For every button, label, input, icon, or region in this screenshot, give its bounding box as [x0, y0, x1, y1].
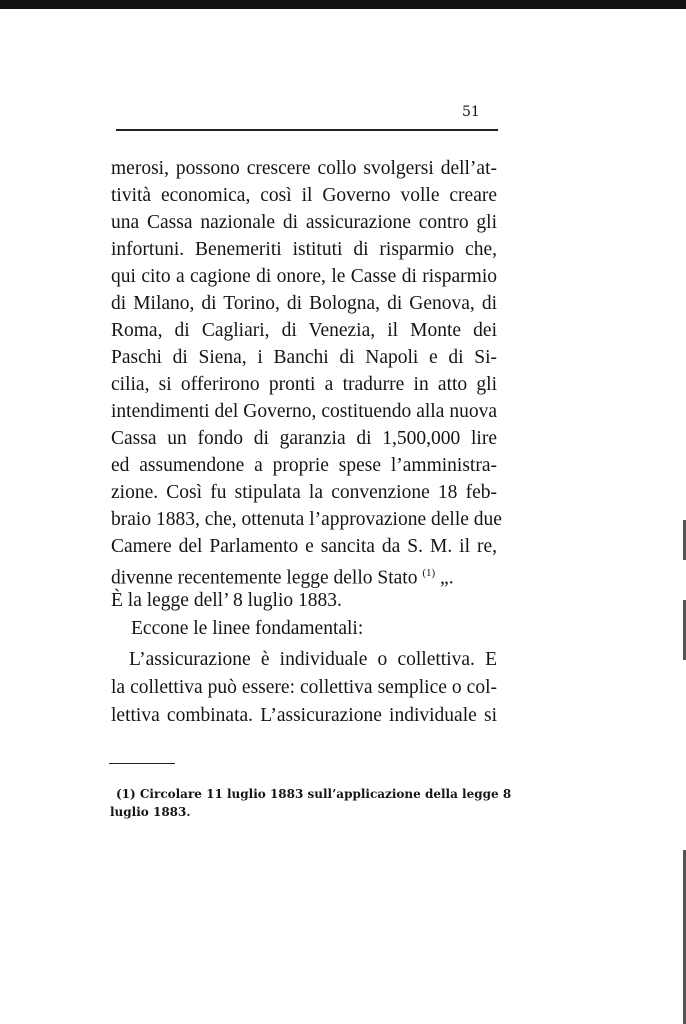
footnote-reference: (1) [422, 567, 436, 579]
body-line: L’assicurazione è individuale o collettiva. E [129, 649, 497, 670]
body-line: Eccone le linee fondamentali: [131, 618, 364, 639]
body-line-text: divenne recentemente legge dello Stato [111, 567, 418, 589]
body-line: ed assumendone a proprie spese l’amministra- [111, 455, 497, 476]
page-number: 51 [462, 104, 480, 120]
body-line: È la legge dell’ 8 luglio 1883. [111, 590, 342, 611]
body-line: di Milano, di Torino, di Bologna, di Genova, di [111, 293, 497, 314]
body-line: merosi, possono crescere collo svolgersi dell’at- [111, 158, 497, 179]
body-line: zione. Così fu stipulata la convenzione 18 feb- [111, 482, 497, 503]
body-line: una Cassa nazionale di assicurazione contro gli [111, 212, 497, 233]
footnote-rule [109, 763, 175, 764]
body-line: lettiva combinata. L’assicurazione individuale si [111, 705, 497, 726]
scan-top-border [0, 0, 686, 9]
body-line: la collettiva può essere: collettiva semplice o col- [111, 677, 497, 698]
body-line: cilia, si offerirono pronti a tradurre in atto gli [111, 374, 497, 395]
body-line: tività economica, così il Governo volle creare [111, 185, 497, 206]
body-line: Roma, di Cagliari, di Venezia, il Monte dei [111, 320, 497, 341]
footnote-line: luglio 1883. [110, 805, 191, 819]
body-line: intendimenti del Governo, costituendo alla nuova [111, 401, 497, 422]
body-line: Cassa un fondo di garanzia di 1,500,000 lire [111, 428, 497, 449]
body-line: infortuni. Benemeriti istituti di risparmio che, [111, 239, 497, 260]
footnote-line: (1) Circolare 11 luglio 1883 sull’applicazione della legge 8 [116, 787, 512, 801]
body-line: braio 1883, che, ottenuta l’approvazione delle due [111, 509, 502, 530]
header-rule [116, 129, 498, 131]
closing-quote: „. [440, 567, 454, 589]
body-line: Paschi di Siena, i Banchi di Napoli e di Si- [111, 347, 497, 368]
body-line: qui cito a cagione di onore, le Casse di risparmio [111, 266, 497, 287]
body-line: Camere del Parlamento e sancita da S. M. il re, [111, 536, 497, 557]
